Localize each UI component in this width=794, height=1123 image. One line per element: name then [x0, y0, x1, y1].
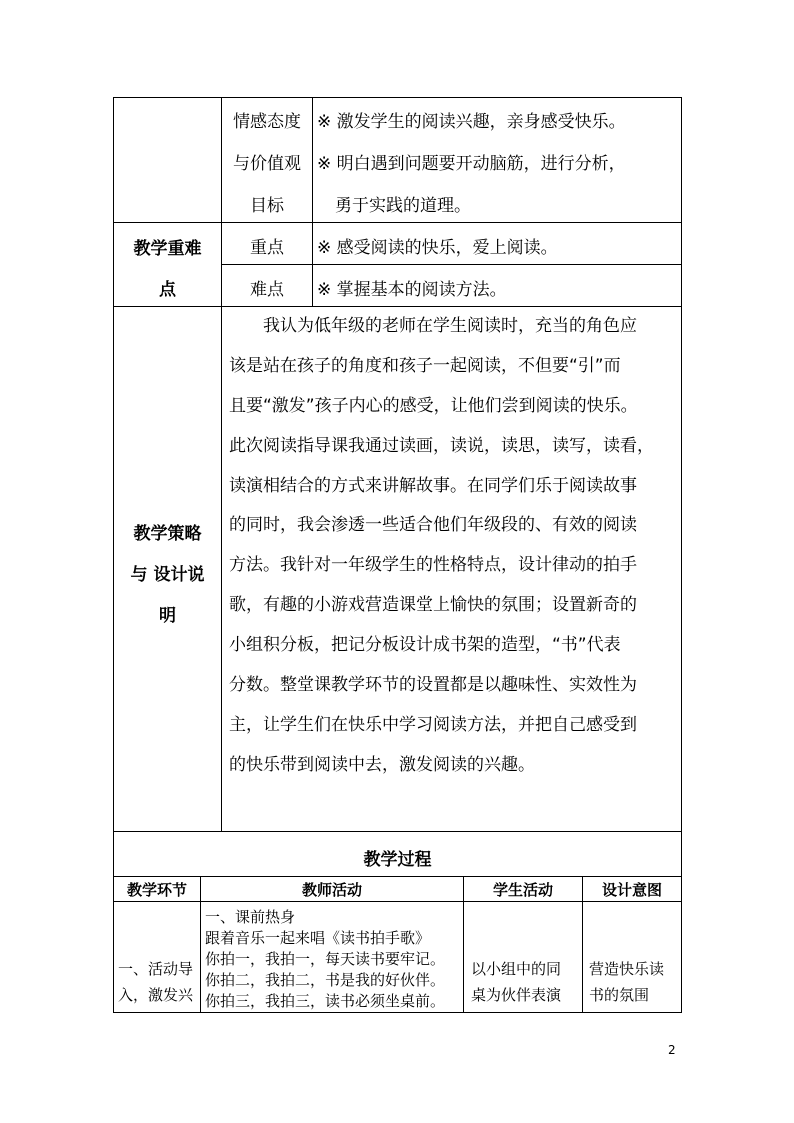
strategy-header-line-2: 与 设计说 [130, 565, 205, 585]
emotion-item-2: ※ 明白遇到问题要开动脑筋，进行分析， [317, 154, 626, 174]
row-divider-strategy-bottom [113, 831, 682, 832]
intent-line-1: 营造快乐读 [589, 960, 665, 978]
strategy-line-5: 读演相结合的方式来讲解故事。在同学们乐于阅读故事 [229, 475, 637, 496]
header-design-intent: 设计意图 [601, 881, 662, 899]
strategy-line-10: 分数。整堂课教学环节的设置都是以趣味性、实效性为 [229, 675, 637, 696]
col-divider-2 [312, 97, 313, 306]
strategy-line-11: 主，让学生们在快乐中学习阅读方法，并把自己感受到 [229, 714, 637, 735]
teacher-line-1: 一、课前热身 [205, 908, 296, 926]
strategy-line-4: 此次阅读指导课我通过读画，读说，读思，读写，读看， [229, 435, 654, 456]
process-title: 教学过程 [363, 850, 432, 870]
table-border-top [113, 97, 682, 98]
row-divider-emotion-bottom [113, 222, 682, 223]
strategy-line-2: 该是站在孩子的角度和孩子一起阅读，不但要“引”而 [229, 355, 621, 376]
stage-line-1: 一、活动导 [118, 960, 194, 978]
emotion-label-line-2: 与价值观 [233, 154, 301, 174]
student-line-1: 以小组中的同 [471, 960, 562, 978]
strategy-paragraph [229, 307, 677, 786]
teacher-line-4: 你拍二，我拍二，书是我的好伙伴。 [205, 971, 446, 989]
strategy-line-3: 且要“激发”孩子内心的感受，让他们尝到阅读的快乐。 [229, 395, 638, 416]
teacher-line-3: 你拍一，我拍一，每天读书要牢记。 [205, 950, 446, 968]
strategy-line-8: 歌，有趣的小游戏营造课堂上愉快的氛围；设置新奇的 [229, 595, 637, 616]
process-table-bottom [113, 1012, 682, 1013]
nandian-label: 难点 [250, 280, 284, 300]
teacher-line-2: 跟着音乐一起来唱《读书拍手歌》 [205, 929, 431, 947]
strategy-line-1: 我认为低年级的老师在学生阅读时，充当的角色应 [263, 316, 637, 336]
process-header-bottom [113, 901, 682, 902]
emotion-label-line-1: 情感态度 [233, 112, 301, 132]
strategy-line-9: 小组积分板，把记分板设计成书架的造型，“书”代表 [229, 635, 621, 656]
strategy-line-12: 的快乐带到阅读中去，激发阅读的兴趣。 [229, 754, 535, 775]
teacher-line-5: 你拍三，我拍三，读书必须坐桌前。 [205, 992, 446, 1010]
process-header-top [113, 876, 682, 877]
strategy-line-6: 的同时，我会渗透一些适合他们年级段的、有效的阅读 [229, 515, 637, 536]
emotion-item-1: ※ 激发学生的阅读兴趣，亲身感受快乐。 [317, 112, 626, 132]
keypoints-header-line-1: 教学重难 [133, 239, 202, 259]
strategy-line-7: 方法。我针对一年级学生的性格特点，设计律动的拍手 [229, 555, 637, 576]
emotion-label-line-3: 目标 [250, 196, 284, 216]
header-stage: 教学环节 [126, 881, 187, 899]
page-number: 2 [668, 1043, 676, 1057]
nandian-text: ※ 掌握基本的阅读方法。 [317, 280, 507, 300]
keypoints-header-line-2: 点 [159, 280, 176, 300]
zhongdian-label: 重点 [250, 238, 284, 258]
strategy-header-line-3: 明 [159, 606, 176, 626]
intent-line-2: 书的氛围 [589, 986, 650, 1004]
stage-line-2: 入，激发兴 [118, 986, 194, 1004]
emotion-item-3: 勇于实践的道理。 [335, 196, 471, 216]
row-divider-zhongdian-bottom [221, 264, 682, 265]
zhongdian-text: ※ 感受阅读的快乐，爱上阅读。 [317, 238, 558, 258]
header-student-activity: 学生活动 [492, 881, 553, 899]
header-teacher-activity: 教师活动 [301, 881, 362, 899]
student-line-2: 桌为伙伴表演 [471, 986, 562, 1004]
strategy-header-line-1: 教学策略 [133, 524, 202, 544]
